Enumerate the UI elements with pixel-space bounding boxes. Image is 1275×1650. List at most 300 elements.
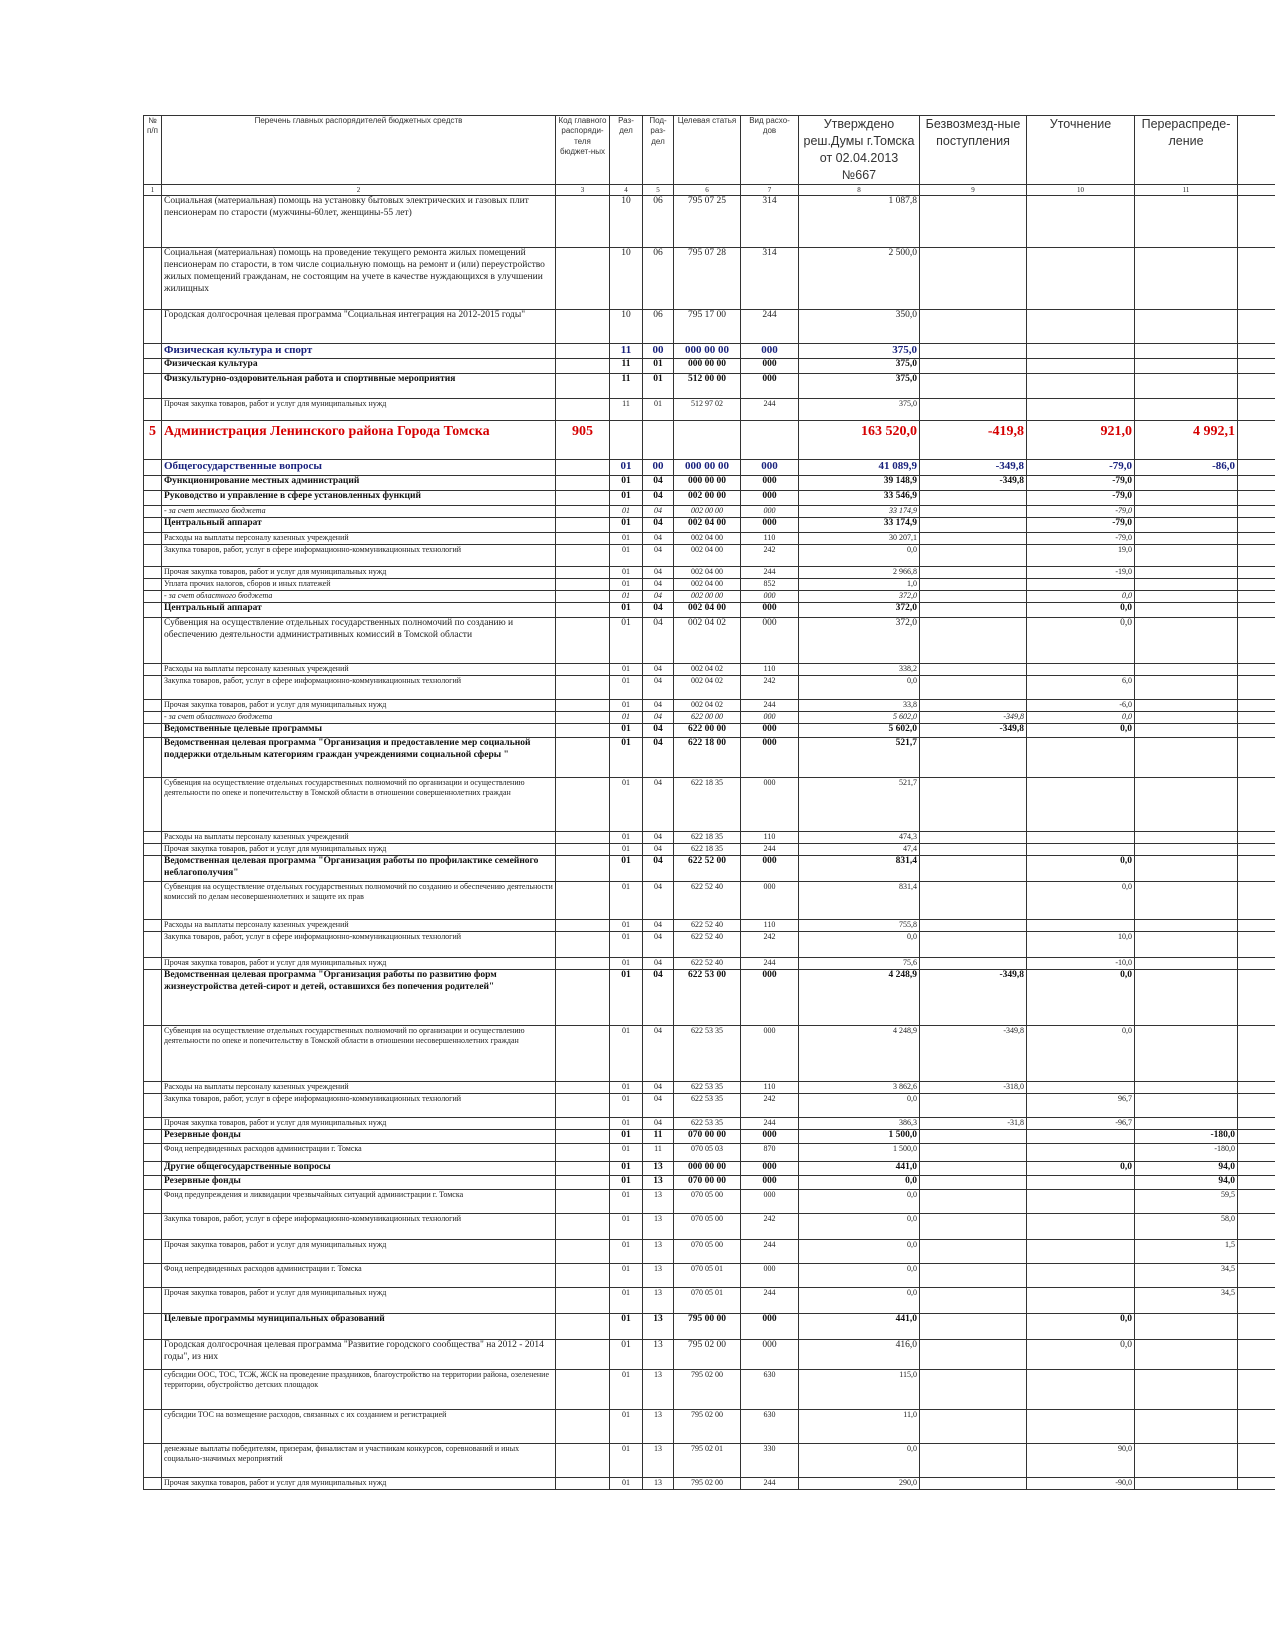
row-expense-type: 242 <box>741 676 799 700</box>
row-section: 10 <box>610 248 643 310</box>
row-approved: 521,7 <box>799 778 920 832</box>
table-row <box>144 738 1275 778</box>
row-extra <box>1238 1240 1275 1264</box>
row-approved: 75,6 <box>799 958 920 970</box>
table-row <box>144 700 1275 712</box>
row-approved: 386,3 <box>799 1118 920 1130</box>
row-redistribution <box>1135 676 1238 700</box>
row-extra <box>1238 1026 1275 1082</box>
row-clarification: 921,0 <box>1027 421 1135 460</box>
row-extra <box>1238 932 1275 958</box>
row-approved: 30 207,1 <box>799 533 920 545</box>
row-gratuitous <box>920 1288 1027 1314</box>
row-gratuitous: -31,8 <box>920 1118 1027 1130</box>
row-code <box>556 359 610 374</box>
row-expense-type: 110 <box>741 533 799 545</box>
row-gratuitous <box>920 567 1027 579</box>
row-section: 10 <box>610 196 643 248</box>
row-clarification <box>1027 196 1135 248</box>
row-section: 11 <box>610 374 643 399</box>
row-section: 01 <box>610 882 643 920</box>
row-clarification: 0,0 <box>1027 724 1135 738</box>
row-clarification <box>1027 664 1135 676</box>
row-subsection: 04 <box>643 844 674 856</box>
table-row <box>144 359 1275 374</box>
row-extra <box>1238 591 1275 603</box>
row-gratuitous <box>920 545 1027 567</box>
row-code <box>556 1026 610 1082</box>
row-clarification <box>1027 1410 1135 1444</box>
row-clarification: -19,0 <box>1027 567 1135 579</box>
row-gratuitous <box>920 1130 1027 1144</box>
row-gratuitous: -419,8 <box>920 421 1027 460</box>
row-approved: 416,0 <box>799 1340 920 1370</box>
header-section: Раз-дел <box>610 116 643 185</box>
row-redistribution <box>1135 374 1238 399</box>
row-code <box>556 1094 610 1118</box>
row-approved: 372,0 <box>799 591 920 603</box>
row-approved: 755,8 <box>799 920 920 932</box>
row-redistribution <box>1135 1410 1238 1444</box>
table-row <box>144 1478 1275 1490</box>
row-code <box>556 832 610 844</box>
row-code <box>556 491 610 506</box>
row-subsection: 04 <box>643 738 674 778</box>
row-extra <box>1238 856 1275 882</box>
row-extra <box>1238 310 1275 344</box>
header-clarification: Уточнение <box>1027 116 1135 185</box>
row-extra <box>1238 1118 1275 1130</box>
row-section: 01 <box>610 738 643 778</box>
row-subsection: 13 <box>643 1444 674 1478</box>
row-approved: 41 089,9 <box>799 460 920 476</box>
table-row <box>144 958 1275 970</box>
row-target-article <box>674 421 741 460</box>
row-gratuitous <box>920 1144 1027 1162</box>
row-approved: 441,0 <box>799 1314 920 1340</box>
row-number <box>144 1144 162 1162</box>
row-number <box>144 832 162 844</box>
row-clarification: 10,0 <box>1027 932 1135 958</box>
colnum: 9 <box>920 185 1027 196</box>
row-approved: 0,0 <box>799 1214 920 1240</box>
row-approved: 0,0 <box>799 1444 920 1478</box>
row-approved: 0,0 <box>799 1240 920 1264</box>
row-redistribution <box>1135 1444 1238 1478</box>
row-name: Социальная (материальная) помощь на проведение текущего ремонта жилых помещений пенсионерам по старости, в том числе социальную помощь на ремонт и (или) переустройство жилых помещений гражданам, не состоящим на учете в качестве нуждающихся в улучшении жилищных <box>162 248 556 310</box>
row-name: Фонд непредвиденных расходов администрации г. Томска <box>162 1144 556 1162</box>
row-section: 10 <box>610 310 643 344</box>
row-target-article: 795 07 25 <box>674 196 741 248</box>
table-row <box>144 1082 1275 1094</box>
row-name: Закупка товаров, работ, услуг в сфере информационно-коммуникационных технологий <box>162 676 556 700</box>
row-name: Функционирование местных администраций <box>162 476 556 491</box>
row-expense-type: 244 <box>741 958 799 970</box>
row-number <box>144 310 162 344</box>
row-number <box>144 1240 162 1264</box>
row-expense-type: 000 <box>741 1264 799 1288</box>
table-row <box>144 1288 1275 1314</box>
row-target-article: 002 04 02 <box>674 676 741 700</box>
row-approved: 4 248,9 <box>799 970 920 1026</box>
table-row <box>144 1190 1275 1214</box>
row-extra <box>1238 1410 1275 1444</box>
row-subsection: 04 <box>643 618 674 664</box>
row-redistribution <box>1135 1094 1238 1118</box>
row-redistribution <box>1135 603 1238 618</box>
row-subsection: 04 <box>643 700 674 712</box>
row-target-article: 795 00 00 <box>674 1314 741 1340</box>
row-number <box>144 712 162 724</box>
row-expense-type: 000 <box>741 591 799 603</box>
row-clarification: -6,0 <box>1027 700 1135 712</box>
row-subsection: 06 <box>643 310 674 344</box>
row-approved: 350,0 <box>799 310 920 344</box>
row-expense-type: 000 <box>741 344 799 359</box>
row-clarification <box>1027 1190 1135 1214</box>
row-name: Расходы на выплаты персоналу казенных учреждений <box>162 664 556 676</box>
row-target-article: 622 52 40 <box>674 932 741 958</box>
row-expense-type: 000 <box>741 882 799 920</box>
row-approved: 1 500,0 <box>799 1144 920 1162</box>
row-subsection: 13 <box>643 1190 674 1214</box>
row-number <box>144 579 162 591</box>
row-section: 01 <box>610 920 643 932</box>
row-gratuitous <box>920 359 1027 374</box>
row-section: 01 <box>610 1410 643 1444</box>
row-subsection: 04 <box>643 778 674 832</box>
row-clarification <box>1027 920 1135 932</box>
table-row <box>144 1144 1275 1162</box>
row-expense-type: 110 <box>741 1082 799 1094</box>
row-subsection <box>643 421 674 460</box>
row-target-article: 795 02 00 <box>674 1410 741 1444</box>
row-approved: 33,8 <box>799 700 920 712</box>
row-subsection: 06 <box>643 248 674 310</box>
row-expense-type <box>741 421 799 460</box>
row-subsection: 13 <box>643 1314 674 1340</box>
row-name: Закупка товаров, работ, услуг в сфере информационно-коммуникационных технологий <box>162 1094 556 1118</box>
row-code <box>556 196 610 248</box>
row-clarification: 0,0 <box>1027 712 1135 724</box>
row-clarification <box>1027 344 1135 359</box>
row-number <box>144 664 162 676</box>
row-subsection: 00 <box>643 344 674 359</box>
row-code <box>556 1370 610 1410</box>
row-clarification: -10,0 <box>1027 958 1135 970</box>
row-section: 01 <box>610 476 643 491</box>
row-extra <box>1238 460 1275 476</box>
row-expense-type: 244 <box>741 310 799 344</box>
row-extra <box>1238 545 1275 567</box>
row-expense-type: 000 <box>741 1314 799 1340</box>
row-redistribution <box>1135 533 1238 545</box>
row-expense-type: 000 <box>741 1176 799 1190</box>
row-gratuitous <box>920 882 1027 920</box>
table-row <box>144 545 1275 567</box>
row-number <box>144 1288 162 1314</box>
row-expense-type: 244 <box>741 844 799 856</box>
row-name: Прочая закупка товаров, работ и услуг для муниципальных нужд <box>162 1118 556 1130</box>
row-clarification: -79,0 <box>1027 518 1135 533</box>
row-number <box>144 724 162 738</box>
row-name: денежные выплаты победителям, призерам, финалистам и участникам конкурсов, соревнований и иных социально-значимых мероприятий <box>162 1444 556 1478</box>
row-expense-type: 000 <box>741 738 799 778</box>
row-extra <box>1238 1370 1275 1410</box>
row-subsection: 04 <box>643 476 674 491</box>
row-gratuitous <box>920 844 1027 856</box>
row-section: 01 <box>610 724 643 738</box>
row-name: Прочая закупка товаров, работ и услуг для муниципальных нужд <box>162 700 556 712</box>
row-clarification <box>1027 1214 1135 1240</box>
row-redistribution: 4 992,1 <box>1135 421 1238 460</box>
header-number: № п/п <box>144 116 162 185</box>
row-target-article: 795 02 01 <box>674 1444 741 1478</box>
row-gratuitous: -349,8 <box>920 970 1027 1026</box>
row-approved: 33 546,9 <box>799 491 920 506</box>
row-name: Ведомственные целевые программы <box>162 724 556 738</box>
row-approved: 375,0 <box>799 359 920 374</box>
colnum: 6 <box>674 185 741 196</box>
row-gratuitous <box>920 491 1027 506</box>
table-row <box>144 932 1275 958</box>
row-code <box>556 579 610 591</box>
row-code <box>556 724 610 738</box>
row-name: Центральный аппарат <box>162 518 556 533</box>
row-number <box>144 359 162 374</box>
row-target-article: 622 52 40 <box>674 920 741 932</box>
row-expense-type: 000 <box>741 970 799 1026</box>
row-section: 01 <box>610 856 643 882</box>
table-row <box>144 920 1275 932</box>
row-redistribution <box>1135 700 1238 712</box>
row-gratuitous <box>920 1176 1027 1190</box>
row-gratuitous <box>920 1370 1027 1410</box>
row-redistribution: 94,0 <box>1135 1176 1238 1190</box>
row-clarification: 0,0 <box>1027 856 1135 882</box>
row-expense-type: 000 <box>741 712 799 724</box>
row-target-article: 622 18 35 <box>674 832 741 844</box>
row-number <box>144 491 162 506</box>
row-approved: 375,0 <box>799 374 920 399</box>
row-number <box>144 1264 162 1288</box>
row-approved: 33 174,9 <box>799 506 920 518</box>
row-section: 01 <box>610 832 643 844</box>
row-expense-type: 244 <box>741 399 799 421</box>
row-target-article: 002 04 02 <box>674 664 741 676</box>
row-clarification <box>1027 832 1135 844</box>
row-subsection: 04 <box>643 1026 674 1082</box>
colnum: 11 <box>1135 185 1238 196</box>
table-row <box>144 1026 1275 1082</box>
row-target-article: 070 00 00 <box>674 1176 741 1190</box>
row-redistribution <box>1135 856 1238 882</box>
table-row <box>144 310 1275 344</box>
row-section: 11 <box>610 344 643 359</box>
row-number <box>144 856 162 882</box>
row-target-article: 070 05 00 <box>674 1190 741 1214</box>
table-row <box>144 618 1275 664</box>
row-code <box>556 603 610 618</box>
colnum: 2 <box>162 185 556 196</box>
row-code <box>556 676 610 700</box>
row-gratuitous <box>920 399 1027 421</box>
row-target-article: 622 18 35 <box>674 844 741 856</box>
row-code <box>556 958 610 970</box>
table-row <box>144 248 1275 310</box>
row-extra <box>1238 712 1275 724</box>
row-subsection: 04 <box>643 920 674 932</box>
row-expense-type: 000 <box>741 476 799 491</box>
row-number <box>144 1314 162 1340</box>
row-target-article: 000 00 00 <box>674 359 741 374</box>
row-expense-type: 630 <box>741 1370 799 1410</box>
row-number <box>144 506 162 518</box>
row-section: 01 <box>610 1240 643 1264</box>
table-row <box>144 844 1275 856</box>
row-redistribution: 94,0 <box>1135 1162 1238 1176</box>
row-section: 01 <box>610 1190 643 1214</box>
row-clarification <box>1027 778 1135 832</box>
row-extra <box>1238 1444 1275 1478</box>
row-code <box>556 1144 610 1162</box>
table-row <box>144 832 1275 844</box>
row-subsection: 04 <box>643 1118 674 1130</box>
table-row <box>144 579 1275 591</box>
row-gratuitous <box>920 1214 1027 1240</box>
row-section: 01 <box>610 1026 643 1082</box>
row-section: 01 <box>610 664 643 676</box>
row-section: 01 <box>610 932 643 958</box>
row-gratuitous <box>920 664 1027 676</box>
row-extra <box>1238 1340 1275 1370</box>
row-approved: 11,0 <box>799 1410 920 1444</box>
row-redistribution <box>1135 591 1238 603</box>
row-expense-type: 244 <box>741 1288 799 1314</box>
row-gratuitous <box>920 603 1027 618</box>
row-name: Расходы на выплаты персоналу казенных учреждений <box>162 920 556 932</box>
row-gratuitous <box>920 1410 1027 1444</box>
row-name: Субвенция на осуществление отдельных государственных полномочий по созданию и обеспечению деятельности административных комиссий в Томской области <box>162 618 556 664</box>
row-approved: 1,0 <box>799 579 920 591</box>
row-code <box>556 1288 610 1314</box>
row-redistribution: -86,0 <box>1135 460 1238 476</box>
row-number <box>144 920 162 932</box>
row-name: Физическая культура <box>162 359 556 374</box>
row-redistribution: 34,5 <box>1135 1264 1238 1288</box>
row-code <box>556 1340 610 1370</box>
row-redistribution: -180,0 <box>1135 1130 1238 1144</box>
row-target-article: 622 53 35 <box>674 1026 741 1082</box>
row-subsection: 11 <box>643 1130 674 1144</box>
row-target-article: 795 02 00 <box>674 1478 741 1490</box>
row-section: 01 <box>610 491 643 506</box>
row-name: Администрация Ленинского района Города Томска <box>162 421 556 460</box>
table-row <box>144 533 1275 545</box>
row-clarification <box>1027 1240 1135 1264</box>
row-number <box>144 676 162 700</box>
budget-table <box>143 115 1275 1490</box>
row-name: Расходы на выплаты персоналу казенных учреждений <box>162 1082 556 1094</box>
row-redistribution <box>1135 1478 1238 1490</box>
row-subsection: 04 <box>643 1094 674 1118</box>
row-target-article: 002 04 02 <box>674 618 741 664</box>
row-clarification <box>1027 1082 1135 1094</box>
row-expense-type: 000 <box>741 1026 799 1082</box>
row-extra <box>1238 533 1275 545</box>
row-extra <box>1238 882 1275 920</box>
table-body <box>144 196 1275 1490</box>
row-subsection: 04 <box>643 603 674 618</box>
row-number <box>144 1190 162 1214</box>
row-number <box>144 196 162 248</box>
header-redistribution: Перераспреде-ление <box>1135 116 1238 185</box>
row-expense-type: 000 <box>741 856 799 882</box>
colnum: 4 <box>610 185 643 196</box>
row-clarification: 0,0 <box>1027 591 1135 603</box>
row-gratuitous <box>920 920 1027 932</box>
row-target-article: 622 18 35 <box>674 778 741 832</box>
row-gratuitous <box>920 1314 1027 1340</box>
row-subsection: 04 <box>643 533 674 545</box>
row-gratuitous <box>920 344 1027 359</box>
row-gratuitous <box>920 1240 1027 1264</box>
row-redistribution <box>1135 1026 1238 1082</box>
row-subsection: 04 <box>643 970 674 1026</box>
row-number <box>144 344 162 359</box>
row-gratuitous <box>920 310 1027 344</box>
table-row <box>144 491 1275 506</box>
row-code <box>556 533 610 545</box>
table-header-row <box>144 116 1275 185</box>
row-expense-type: 110 <box>741 920 799 932</box>
row-subsection: 13 <box>643 1176 674 1190</box>
row-code <box>556 506 610 518</box>
row-name: Городская долгосрочная целевая программа "Развитие городского сообщества" на 2012 - 2014 годы", из них <box>162 1340 556 1370</box>
row-redistribution <box>1135 778 1238 832</box>
row-section: 01 <box>610 1144 643 1162</box>
row-extra <box>1238 832 1275 844</box>
row-clarification <box>1027 374 1135 399</box>
row-clarification: -79,0 <box>1027 476 1135 491</box>
row-subsection: 04 <box>643 664 674 676</box>
row-approved: 0,0 <box>799 1176 920 1190</box>
row-expense-type: 330 <box>741 1444 799 1478</box>
row-approved: 1 087,8 <box>799 196 920 248</box>
row-gratuitous <box>920 1444 1027 1478</box>
row-name: Прочая закупка товаров, работ и услуг для муниципальных нужд <box>162 844 556 856</box>
row-code <box>556 932 610 958</box>
row-target-article: 622 53 00 <box>674 970 741 1026</box>
table-row <box>144 1176 1275 1190</box>
row-extra <box>1238 359 1275 374</box>
row-extra <box>1238 844 1275 856</box>
row-extra <box>1238 664 1275 676</box>
row-gratuitous: -349,8 <box>920 1026 1027 1082</box>
table-row <box>144 591 1275 603</box>
table-row <box>144 676 1275 700</box>
row-name: Уплата прочих налогов, сборов и иных платежей <box>162 579 556 591</box>
table-row <box>144 664 1275 676</box>
row-number <box>144 374 162 399</box>
row-extra <box>1238 618 1275 664</box>
row-code <box>556 1176 610 1190</box>
row-target-article: 622 53 35 <box>674 1118 741 1130</box>
row-subsection: 13 <box>643 1410 674 1444</box>
row-code <box>556 399 610 421</box>
row-section: 01 <box>610 1094 643 1118</box>
row-name: Субвенция на осуществление отдельных государственных полномочий по организации и осуществлению деятельности по опеке и попечительству в Томской области в отношении совершеннолетних граждан <box>162 778 556 832</box>
